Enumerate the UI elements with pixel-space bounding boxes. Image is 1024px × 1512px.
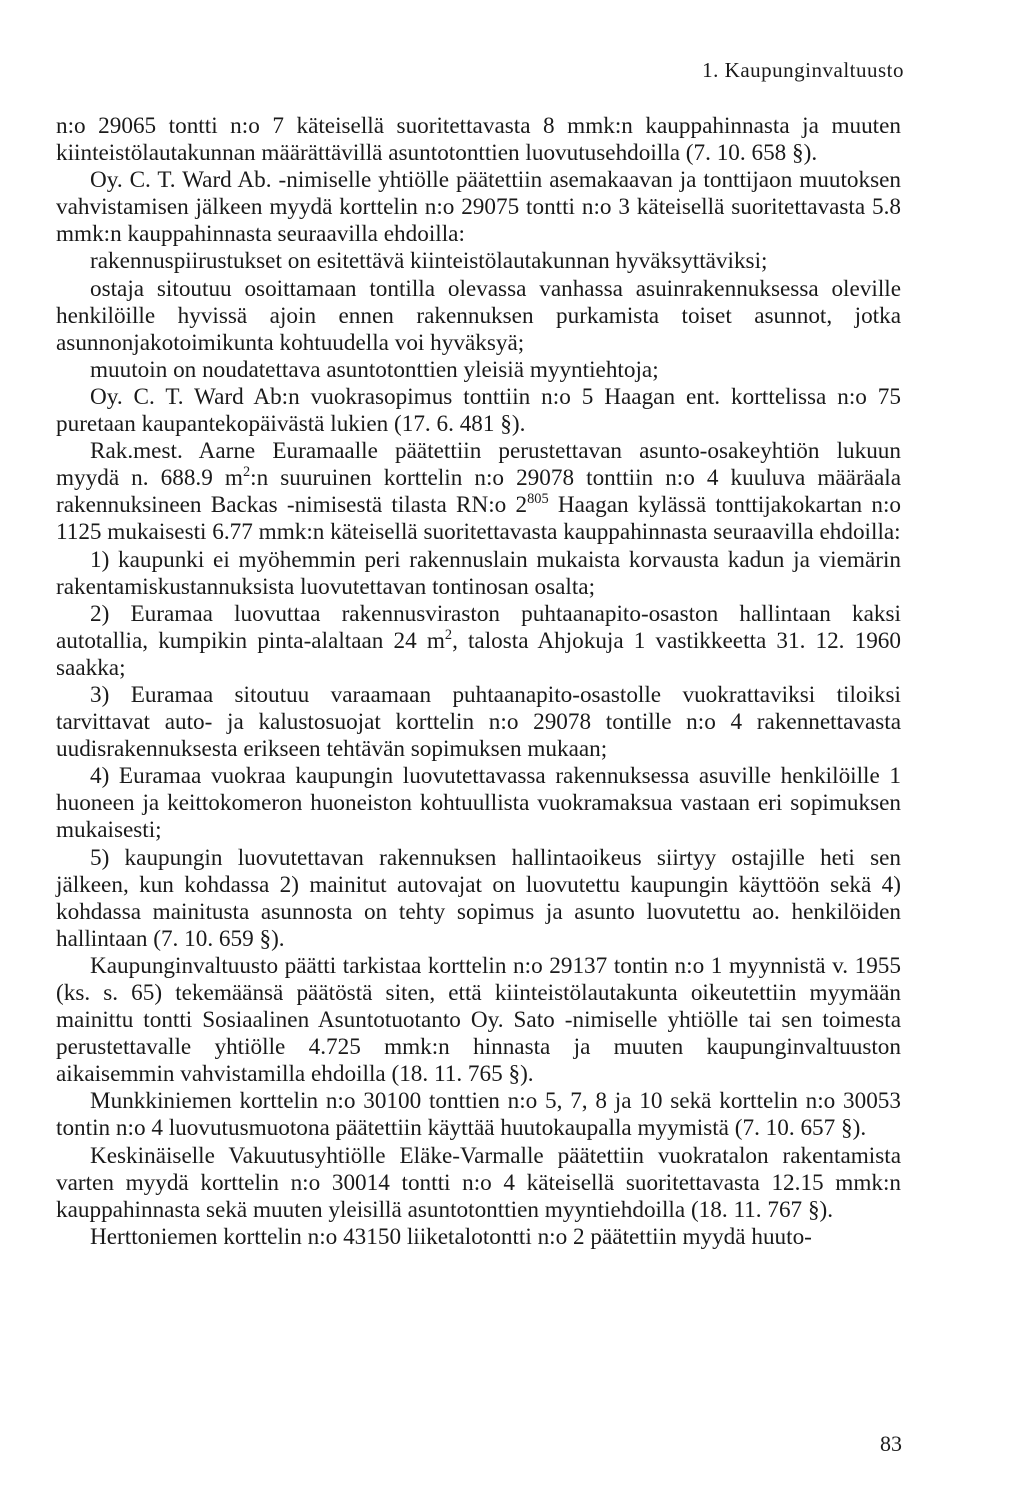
paragraph: Oy. C. T. Ward Ab. -nimiselle yhtiölle päätettiin asemakaavan ja tonttijaon muutoksen vahvistamisen jälkeen myydä korttelin n:o 29075 tontti n:o 3 käteisellä suoritettavasta 5.8 mmk:n kauppahinnasta seuraavilla ehdoilla: <box>56 167 901 248</box>
paragraph: Oy. C. T. Ward Ab:n vuokrasopimus tonttiin n:o 5 Haagan ent. korttelissa n:o 75 puretaan kaupantekopäivästä lukien (17. 6. 481 §). <box>56 383 901 438</box>
paragraph: 3) Euramaa sitoutuu varaamaan puhtaanapito-osastolle vuokrattaviksi tiloiksi tarvittavat auto- ja kalustosuojat korttelin n:o 29078 tontille n:o 4 rakennettavasta uudisrakennuksesta erikseen tehtävän sopimuksen mukaan; <box>56 681 901 763</box>
paragraph: ostaja sitoutuu osoittamaan tontilla olevassa vanhassa asuinrakennuksessa oleville henkilöille hyvissä ajoin ennen rakennuksen purkamista toiset asunnot, jotka asunnonjakotoimikunta kohtuudella voi hyväksyä; <box>56 275 901 356</box>
paragraph: Munkkiniemen korttelin n:o 30100 tonttien n:o 5, 7, 8 ja 10 sekä korttelin n:o 30053 tontin n:o 4 luovutusmuotona päätettiin käyttää huutokaupalla myymistä (7. 10. 657 §). <box>56 1088 901 1142</box>
paragraph: 1) kaupunki ei myöhemmin peri rakennuslain mukaista korvausta kadun ja viemärin rakentamiskustannuksista luovutettavan tontinosan osalta; <box>56 546 901 600</box>
paragraph: Kaupunginvaltuusto päätti tarkistaa korttelin n:o 29137 tontin n:o 1 myynnistä v. 1955 (ks. s. 65) tekemäänsä päätöstä siten, että kiinteistölautakunta oikeutettiin myymään mainittu tontti Sosiaalinen Asuntotuotanto Oy. Sato -nimiselle yhtiölle tai sen toimesta perustettavalle yhtiölle 4.725 mmk:n hinnasta ja muuten kaupunginvaltuuston aikaisemmin vahvistamilla ehdoilla (18. 11. 765 §). <box>56 952 901 1088</box>
paragraph: 4) Euramaa vuokraa kaupungin luovutettavassa rakennuksessa asuville henkilöille 1 huoneen ja keittokomeron huoneiston kohtuullista vuokramaksua vastaan eri sopimuksen mukaisesti; <box>56 763 901 844</box>
paragraph: rakennuspiirustukset on esitettävä kiinteistölautakunnan hyväksyttäviksi; <box>90 248 768 275</box>
paragraph: muutoin on noudatettava asuntotonttien yleisiä myyntiehtoja; <box>90 356 659 383</box>
paragraph: 2) Euramaa luovuttaa rakennusviraston puhtaanapito-osaston hallintaan kaksi autotallia, kumpikin pinta-alaltaan 24 $m^2$, talosta Ahjokuja 1 vastikkeetta 31. 12. 1960 saakka; <box>56 600 901 681</box>
paragraph: Rak.mest. Aarne Euramaalle päätettiin perustettavan asunto-osakeyhtiön lukuun myydä n. 688.9 $m^2:n$ suuruinen korttelin n:o 29078 tonttiin n:o 4 kuuluva määräala rakennuksineen Backas -nimisestä tilasta RN:o $2^{805}$ Haagan kylässä tonttijakokartan n:o 1125 mukaisesti 6.77 mmk:n käteisellä suoritettavasta kauppahinnasta seuraavilla ehdoilla: <box>56 438 901 546</box>
paragraph: n:o 29065 tontti n:o 7 käteisellä suoritettavasta 8 mmk:n kauppahinnasta ja muuten kiinteistölautakunnan määrättävillä asuntotonttien luovutusehdoilla (7. 10. 658 §). <box>56 113 901 167</box>
paragraph: Herttoniemen korttelin n:o 43150 liiketalotontti n:o 2 päätettiin myydä huuto- <box>90 1223 812 1250</box>
paragraph: Keskinäiselle Vakuutusyhtiölle Eläke-Varmalle päätettiin vuokratalon rakentamista varten myydä korttelin n:o 30014 tontti n:o 4 käteisellä suoritettavasta 12.15 mmk:n kauppahinnasta sekä muuten yleisillä asuntotonttien myyntiehdoilla (18. 11. 767 §). <box>56 1142 901 1223</box>
paragraph: 5) kaupungin luovutettavan rakennuksen hallintaoikeus siirtyy ostajille heti sen jälkeen, kun kohdassa 2) mainitut autovajat on luovutettu kaupungin käyttöön sekä 4) kohdassa mainitusta asunnosta on tehty sopimus ja asunto luovutettu ao. henkilöiden hallintaan (7. 10. 659 §). <box>56 844 901 952</box>
body-text <box>56 113 901 1251</box>
running-head: 1. Kaupunginvaltuusto <box>702 58 904 82</box>
page-number: 83 <box>880 1431 902 1456</box>
